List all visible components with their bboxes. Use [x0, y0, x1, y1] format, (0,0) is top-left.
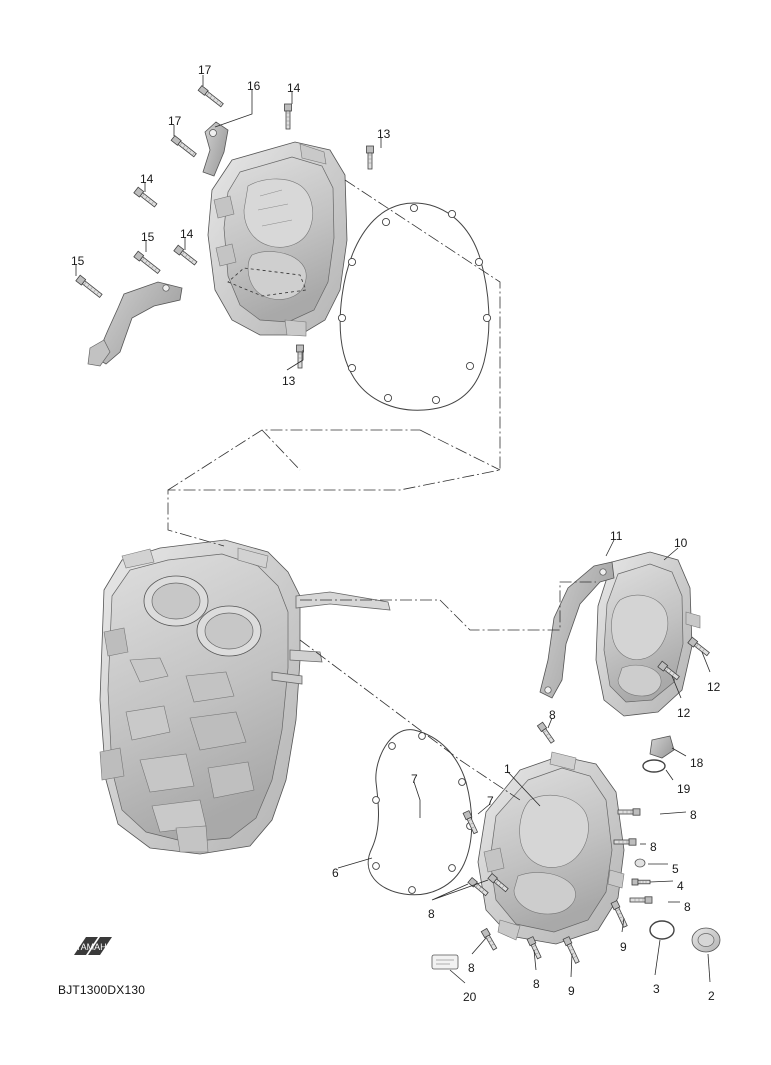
callout-15b: 15: [71, 254, 85, 268]
gasket-lower: [368, 730, 473, 895]
callout-13a: 13: [377, 127, 391, 141]
callout-8c: 8: [650, 840, 657, 854]
callout-14c: 14: [180, 227, 194, 241]
callout-8f: 8: [468, 961, 475, 975]
callout-8a: 8: [549, 708, 556, 722]
upper-cover-body: [208, 142, 347, 336]
callout-19: 19: [677, 782, 691, 796]
callout-1: 1: [504, 762, 511, 776]
callout-6: 6: [332, 866, 339, 880]
part-code-label: BJT1300DX130: [58, 983, 146, 997]
crankcase-assembly: [100, 540, 390, 854]
yamaha-logo: [72, 935, 116, 959]
callout-8g: 8: [533, 977, 540, 991]
callout-12a: 12: [707, 680, 721, 694]
callout-9b: 9: [568, 984, 575, 998]
callout-7a: 7: [411, 772, 418, 786]
callout-10: 10: [674, 536, 688, 550]
callout-14a: 14: [287, 81, 301, 95]
callout-16: 16: [247, 79, 261, 93]
callout-8d: 8: [684, 900, 691, 914]
bracket-16: [203, 122, 228, 176]
callout-4: 4: [677, 879, 684, 893]
gasket-upper: [338, 203, 490, 410]
callout-9a: 9: [620, 940, 627, 954]
cover-1: [478, 752, 624, 944]
callout-20: 20: [463, 990, 477, 1004]
callout-14b: 14: [140, 172, 154, 186]
callout-3: 3: [653, 982, 660, 996]
callout-5: 5: [672, 862, 679, 876]
callout-18: 18: [690, 756, 704, 770]
callout-13b: 13: [282, 374, 296, 388]
callout-2: 2: [708, 989, 715, 1003]
callout-7b: 7: [487, 794, 494, 808]
svg-text:YAMAHA: YAMAHA: [75, 942, 113, 952]
callout-8e: 8: [428, 907, 435, 921]
callout-17a: 17: [198, 63, 212, 77]
callout-11: 11: [610, 529, 623, 543]
callout-8b: 8: [690, 808, 697, 822]
callout-12b: 12: [677, 706, 691, 720]
callout-15a: 15: [141, 230, 155, 244]
callout-17b: 17: [168, 114, 182, 128]
